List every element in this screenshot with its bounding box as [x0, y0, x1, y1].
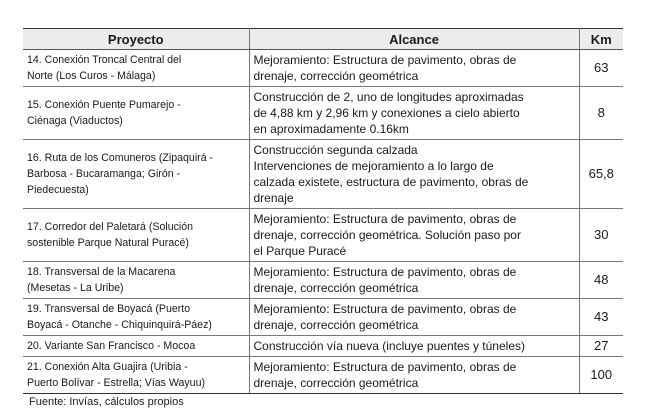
cell-alcance [249, 209, 579, 262]
cell-proyecto-line: Norte (Los Curos - Málaga) [27, 70, 156, 82]
cell-alcance-line: el Parque Puracé [253, 244, 347, 258]
table-row [23, 140, 623, 209]
table-row [23, 357, 623, 394]
cell-km: 30 [579, 209, 623, 262]
table-row [23, 336, 623, 357]
cell-proyecto [23, 262, 249, 299]
cell-alcance-line: Mejoramiento: Estructura de pavimento, obras de [253, 212, 517, 226]
cell-alcance-line: Construcción segunda calzada [253, 143, 418, 157]
cell-alcance-line: Mejoramiento: Estructura de pavimento, obras de [253, 53, 517, 67]
cell-km: 100 [579, 357, 623, 394]
cell-proyecto-line: 21. Conexión Alta Guajira (Uribia - [27, 361, 188, 373]
cell-alcance [249, 336, 579, 357]
cell-proyecto-line: 14. Conexión Troncal Central del [27, 54, 182, 66]
cell-km: 48 [579, 262, 623, 299]
source-note: Fuente: Invías, cálculos propios [29, 396, 184, 408]
cell-proyecto-line: 15. Conexión Puente Pumarejo - [27, 99, 181, 111]
cell-alcance-line: drenaje, corrección geométrica [253, 376, 419, 390]
cell-alcance-line: Mejoramiento: Estructura de pavimento, obras de [253, 265, 517, 279]
cell-proyecto-line: 19. Transversal de Boyacá (Puerto [27, 303, 191, 315]
cell-alcance [249, 50, 579, 87]
header-alcance: Alcance [249, 29, 579, 50]
cell-alcance [249, 87, 579, 140]
cell-proyecto-line: (Mesetas - La Uribe) [27, 282, 124, 294]
cell-alcance-line: calzada existete, estructura de pavimento, obras de [253, 175, 529, 189]
cell-proyecto-line: 16. Ruta de los Comuneros (Zipaquirá - [27, 152, 214, 164]
cell-alcance-line: en aproximadamente 0.16km [253, 122, 409, 136]
cell-proyecto-line: Puerto Bolívar - Estrella; Vías Wayuu) [27, 377, 205, 389]
cell-proyecto [23, 209, 249, 262]
table-row [23, 50, 623, 87]
table-body [23, 50, 623, 394]
cell-km: 27 [579, 336, 623, 357]
table-row [23, 87, 623, 140]
cell-proyecto-line: 17. Corredor del Paletará (Solución [27, 221, 194, 233]
cell-proyecto-line: Boyacá - Otanche - Chiquinquirá-Páez) [27, 319, 212, 331]
cell-alcance [249, 262, 579, 299]
table-row [23, 262, 623, 299]
projects-table-container [23, 28, 614, 394]
cell-alcance-line: drenaje, corrección geométrica [253, 318, 419, 332]
table-row [23, 209, 623, 262]
cell-alcance-line: Construcción vía nueva (incluye puentes y túneles) [253, 339, 525, 353]
cell-proyecto [23, 299, 249, 336]
cell-alcance-line: de 4,88 km y 2,96 km y conexiones a cielo abierto [253, 106, 520, 120]
cell-proyecto-line: sostenible Parque Natural Puracé) [27, 237, 189, 249]
cell-proyecto-line: 20. Variante San Francisco - Mocoa [27, 340, 196, 352]
cell-km: 65,8 [579, 140, 623, 209]
cell-alcance [249, 140, 579, 209]
cell-proyecto [23, 87, 249, 140]
cell-alcance-line: Mejoramiento: Estructura de pavimento, obras de [253, 360, 517, 374]
cell-proyecto-line: Piedecuesta) [27, 184, 89, 196]
cell-alcance [249, 299, 579, 336]
cell-proyecto [23, 336, 249, 357]
cell-alcance-line: drenaje, corrección geométrica [253, 69, 419, 83]
cell-alcance-line: drenaje, corrección geométrica. Solución paso por [253, 228, 521, 242]
cell-alcance-line: drenaje, corrección geométrica [253, 281, 419, 295]
header-proyecto: Proyecto [23, 29, 249, 50]
cell-alcance-line: Intervenciones de mejoramiento a lo largo de [253, 159, 494, 173]
cell-proyecto-line: 18. Transversal de la Macarena [27, 266, 176, 278]
table-header-row [23, 29, 623, 50]
cell-proyecto [23, 357, 249, 394]
table-row [23, 299, 623, 336]
cell-km: 43 [579, 299, 623, 336]
cell-alcance [249, 357, 579, 394]
cell-alcance-line: Construcción de 2, uno de longitudes aproximadas [253, 90, 524, 104]
cell-alcance-line: Mejoramiento: Estructura de pavimento, obras de [253, 302, 517, 316]
cell-km: 8 [579, 87, 623, 140]
header-km: Km [579, 29, 623, 50]
cell-proyecto [23, 140, 249, 209]
cell-alcance-line: drenaje [253, 191, 294, 205]
cell-proyecto-line: Barbosa - Bucaramanga; Girón - [27, 168, 181, 180]
cell-proyecto-line: Ciénaga (Viaductos) [27, 115, 123, 127]
cell-km: 63 [579, 50, 623, 87]
cell-proyecto [23, 50, 249, 87]
projects-table [23, 28, 623, 394]
